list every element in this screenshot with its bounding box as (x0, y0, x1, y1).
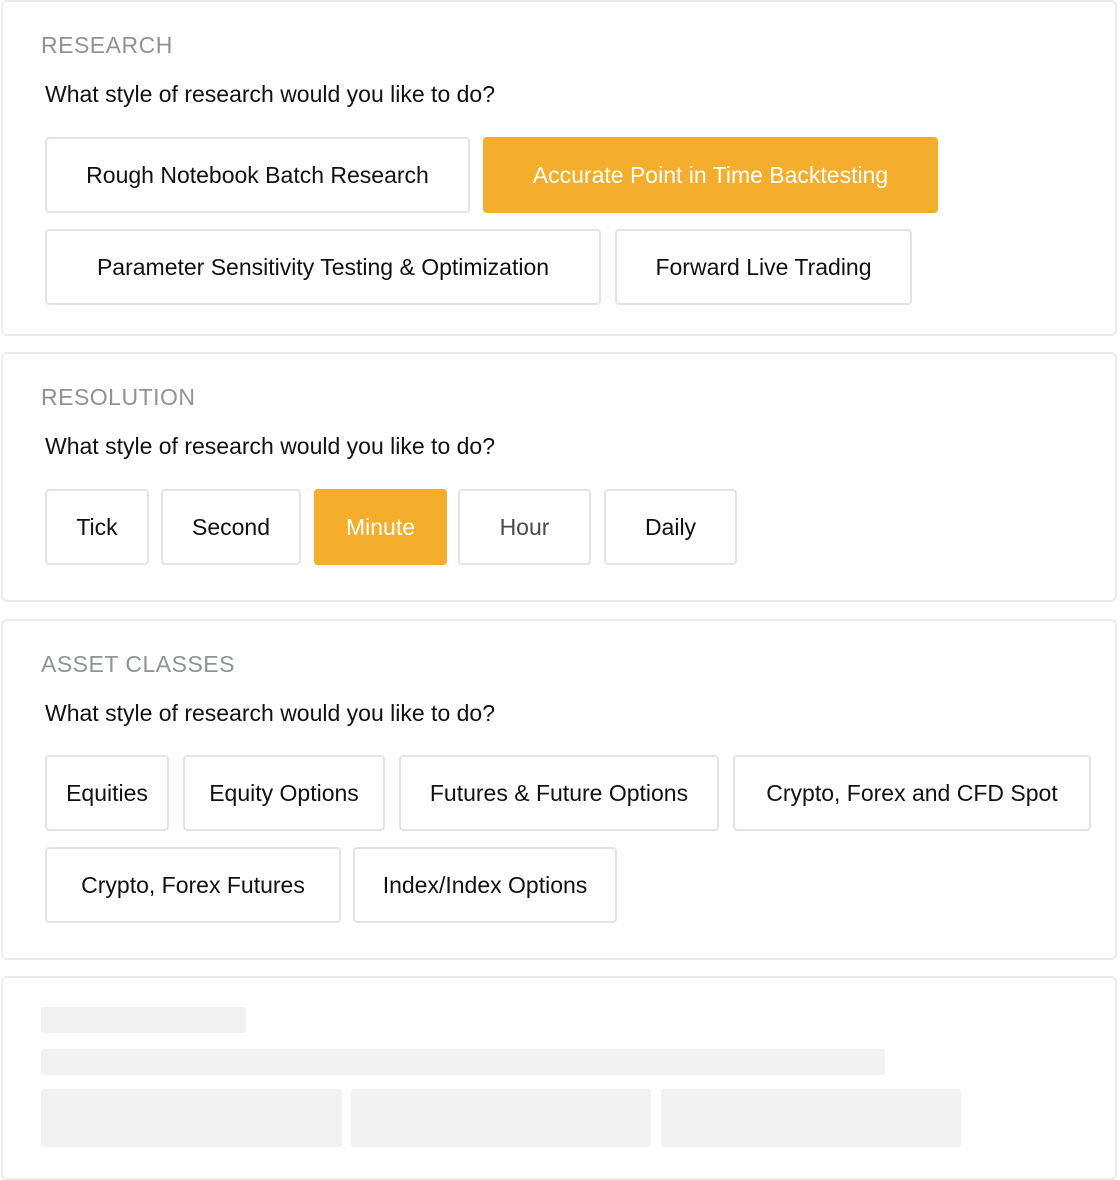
research-option-forward-live-trading[interactable]: Forward Live Trading (615, 229, 912, 305)
resolution-section-label: RESOLUTION (41, 384, 196, 410)
research-option-parameter-sensitivity[interactable]: Parameter Sensitivity Testing & Optimization (45, 229, 601, 305)
asset-option-equity-options[interactable]: Equity Options (183, 755, 385, 831)
resolution-option-daily[interactable]: Daily (604, 489, 737, 565)
research-section-label: RESEARCH (41, 32, 173, 58)
loading-placeholder-section (1, 976, 1117, 1180)
skeleton-option (41, 1089, 342, 1147)
resolution-option-hour[interactable]: Hour (458, 489, 591, 565)
asset-option-equities[interactable]: Equities (45, 755, 169, 831)
resolution-option-tick[interactable]: Tick (45, 489, 149, 565)
research-question: What style of research would you like to do? (45, 81, 496, 107)
research-section (1, 0, 1117, 336)
asset-classes-section (1, 619, 1117, 960)
resolution-section (1, 352, 1117, 602)
resolution-question: What style of research would you like to do? (45, 433, 496, 459)
skeleton-option (661, 1089, 961, 1147)
resolution-option-second[interactable]: Second (161, 489, 301, 565)
asset-option-crypto-forex-futures[interactable]: Crypto, Forex Futures (45, 847, 341, 923)
asset-option-futures-future-options[interactable]: Futures & Future Options (399, 755, 719, 831)
skeleton-question (41, 1049, 885, 1075)
research-option-rough-notebook[interactable]: Rough Notebook Batch Research (45, 137, 470, 213)
asset-classes-question: What style of research would you like to do? (45, 700, 496, 726)
asset-classes-section-label: ASSET CLASSES (41, 651, 235, 677)
resolution-option-minute[interactable]: Minute (314, 489, 447, 565)
asset-option-crypto-forex-cfd-spot[interactable]: Crypto, Forex and CFD Spot (733, 755, 1091, 831)
research-option-point-in-time-backtesting[interactable]: Accurate Point in Time Backtesting (483, 137, 938, 213)
skeleton-label (41, 1007, 246, 1033)
skeleton-option (351, 1089, 651, 1147)
asset-option-index-options[interactable]: Index/Index Options (353, 847, 617, 923)
